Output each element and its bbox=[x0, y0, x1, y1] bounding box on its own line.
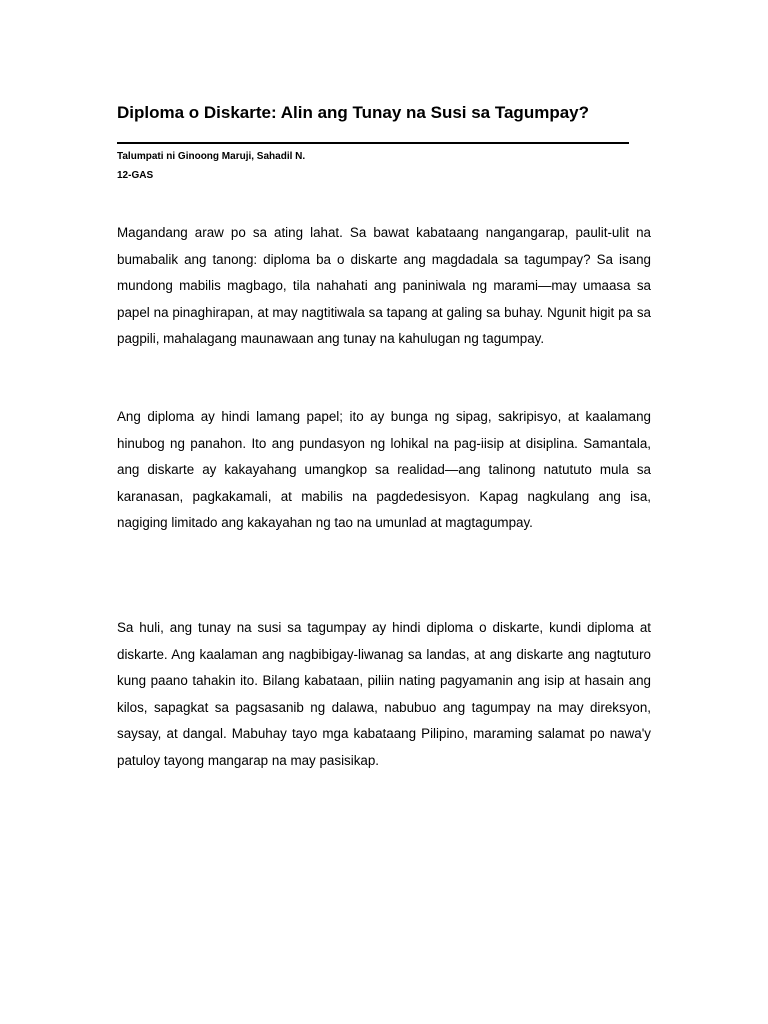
paragraph-conclusion: Sa huli, ang tunay na susi sa tagumpay ay hindi diploma o diskarte, kundi diploma at diskarte. Ang kaalaman ang nagbibigay-liwanag sa landas, at ang diskarte ang nagtuturo kung paano tahakin ito. Bilang kabataan, piliin nating pagyamanin ang isip at hasain ang kilos, sapagkat sa pagsasanib ng dalawa, nabubuo ang tagumpay na may direksyon, saysay, at dangal. Mabuhay tayo mga kabataang Pilipino, maraming salamat po nawa'y patuloy tayong mangarap na may pasisikap. bbox=[117, 620, 651, 768]
paragraph-body: Ang diploma ay hindi lamang papel; ito ay bunga ng sipag, sakripisyo, at kaalamang hinubog ng panahon. Ito ang pundasyon ng lohikal na pag-iisip at disiplina. Samantala, ang diskarte ay kakayahang umangkop sa realidad—ang talinong natututo mula sa karanasan, pagkakamali, at mabilis na pagdedesisyon. Kapag nagkulang ang isa, nagiging limitado ang kakayahan ng tao na umunlad at magtagumpay. bbox=[117, 409, 651, 531]
paragraph-introduction: Magandang araw po sa ating lahat. Sa bawat kabataang nangangarap, paulit-ulit na bumabalik ang tanong: diploma ba o diskarte ang magdadala sa tagumpay? Sa isang mundong mabilis magbago, tila nahahati ang paniniwala ng marami—may umaasa sa papel na pinaghirapan, at may nagtitiwala sa tapang at galing sa buhay. Ngunit higit pa sa pagpili, mahalagang maunawaan ang tunay na kahulugan ng tagumpay. bbox=[117, 225, 651, 347]
section-label: 12-GAS bbox=[117, 170, 154, 181]
document-title: Diploma o Diskarte: Alin ang Tunay na Susi sa Tagumpay? bbox=[117, 103, 589, 122]
author-line: Talumpati ni Ginoong Maruji, Sahadil N. bbox=[117, 151, 306, 162]
title-underline bbox=[117, 142, 629, 144]
